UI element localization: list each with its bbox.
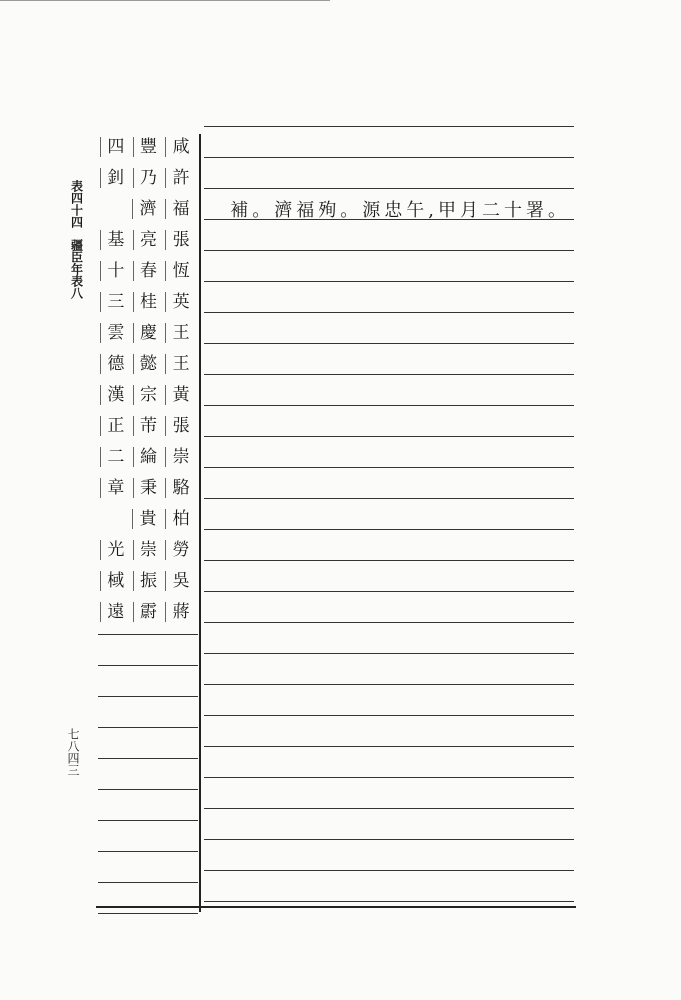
name-row: [98, 566, 196, 596]
row-rule: [204, 467, 574, 468]
row-rule: [204, 405, 574, 406]
empty-row-rule: [98, 789, 198, 790]
empty-row-rule: [98, 696, 198, 697]
empty-row-rule: [98, 634, 198, 635]
name-char: 乃: [133, 168, 164, 188]
row-rule: [204, 312, 574, 313]
row-rule: [204, 684, 574, 685]
row-rule: [204, 498, 574, 499]
name-char: 張: [165, 230, 196, 250]
name-char: 十: [100, 261, 131, 281]
name-row: [98, 163, 196, 193]
name-char: 宗: [133, 385, 164, 405]
name-char: 許: [165, 168, 196, 188]
empty-row-rule: [98, 913, 198, 914]
page-number: 七八四三: [66, 728, 80, 776]
name-char: 濟: [132, 199, 163, 219]
name-char: 崇: [133, 540, 164, 560]
name-char: 雲: [100, 323, 131, 343]
name-char: 光: [100, 540, 131, 560]
annual-table: [96, 122, 576, 910]
name-char: 蔣: [165, 602, 196, 622]
row-rule: [204, 250, 574, 251]
name-char: 黃: [165, 385, 196, 405]
name-row: [98, 411, 196, 441]
name-char: 芾: [133, 416, 164, 436]
name-char: 恆: [165, 261, 196, 281]
name-char: 福: [165, 199, 196, 219]
row-rule: [204, 653, 574, 654]
name-char: 春: [133, 261, 164, 281]
name-char: 柏: [165, 509, 196, 529]
name-char: 王: [165, 323, 196, 343]
row-rule: [204, 715, 574, 716]
table-title: 疆臣年表八: [69, 239, 84, 299]
name-row: [98, 473, 196, 503]
row-rule: [204, 374, 574, 375]
empty-row-rule: [98, 665, 198, 666]
entry-text: 補。濟福殉。源忠午,甲月二十署。: [230, 200, 570, 221]
name-char: 貴: [132, 509, 163, 529]
name-char: 四: [100, 137, 131, 157]
row-rule: [204, 343, 574, 344]
name-row: [98, 442, 196, 472]
empty-row-rule: [98, 882, 198, 883]
name-char: 霨: [133, 602, 164, 622]
name-char: 二: [100, 447, 131, 467]
name-char: 亮: [133, 230, 164, 250]
row-rule: [204, 436, 574, 437]
name-char: 棫: [100, 571, 131, 591]
name-char: 慶: [133, 323, 164, 343]
row-rule: [204, 529, 574, 530]
row-rule: [204, 777, 574, 778]
row-rule: [204, 281, 574, 282]
row-rule: [204, 839, 574, 840]
name-row: [98, 287, 196, 317]
name-char: 豐: [133, 137, 164, 157]
name-row: [98, 225, 196, 255]
row-rule: [204, 591, 574, 592]
row-rule: [204, 901, 574, 902]
name-char: 駱: [165, 478, 196, 498]
name-char: 吳: [165, 571, 196, 591]
row-rule: [204, 870, 574, 871]
row-rule: [204, 746, 574, 747]
column-divider: [199, 134, 201, 912]
name-char: 漢: [100, 385, 131, 405]
row-rule: [204, 126, 574, 127]
name-char: 崇: [165, 447, 196, 467]
name-char: 張: [165, 416, 196, 436]
name-char: 德: [100, 354, 131, 374]
name-char: 遠: [100, 602, 131, 622]
name-row: [98, 504, 196, 534]
name-row: [98, 380, 196, 410]
name-char: 英: [165, 292, 196, 312]
volume-label: 表四十四: [69, 180, 84, 228]
name-char: 振: [133, 571, 164, 591]
name-row: [98, 349, 196, 379]
name-char: 釗: [100, 168, 131, 188]
name-row: [98, 256, 196, 286]
name-char: 三: [100, 292, 131, 312]
name-char: 咸: [165, 137, 196, 157]
name-char: 基: [100, 230, 131, 250]
empty-row-rule: [98, 851, 198, 852]
name-char: 秉: [133, 478, 164, 498]
name-char: 王: [165, 354, 196, 374]
name-char: 正: [100, 416, 131, 436]
row-rule: [204, 560, 574, 561]
top-edge-rule: [0, 0, 330, 1]
row-rule: [204, 622, 574, 623]
name-char: 桂: [133, 292, 164, 312]
name-char: 懿: [133, 354, 164, 374]
side-header: [66, 180, 82, 299]
row-rule: [204, 808, 574, 809]
name-row: [98, 535, 196, 565]
name-row: [98, 132, 196, 162]
name-row: [98, 194, 196, 224]
name-char: 勞: [165, 540, 196, 560]
name-row: [98, 318, 196, 348]
empty-row-rule: [98, 758, 198, 759]
name-char: 綸: [133, 447, 164, 467]
name-char: 章: [100, 478, 131, 498]
empty-row-rule: [98, 820, 198, 821]
row-rule: [204, 188, 574, 189]
bottom-rule: [96, 906, 576, 908]
row-rule: [204, 157, 574, 158]
name-row: [98, 597, 196, 627]
empty-row-rule: [98, 727, 198, 728]
